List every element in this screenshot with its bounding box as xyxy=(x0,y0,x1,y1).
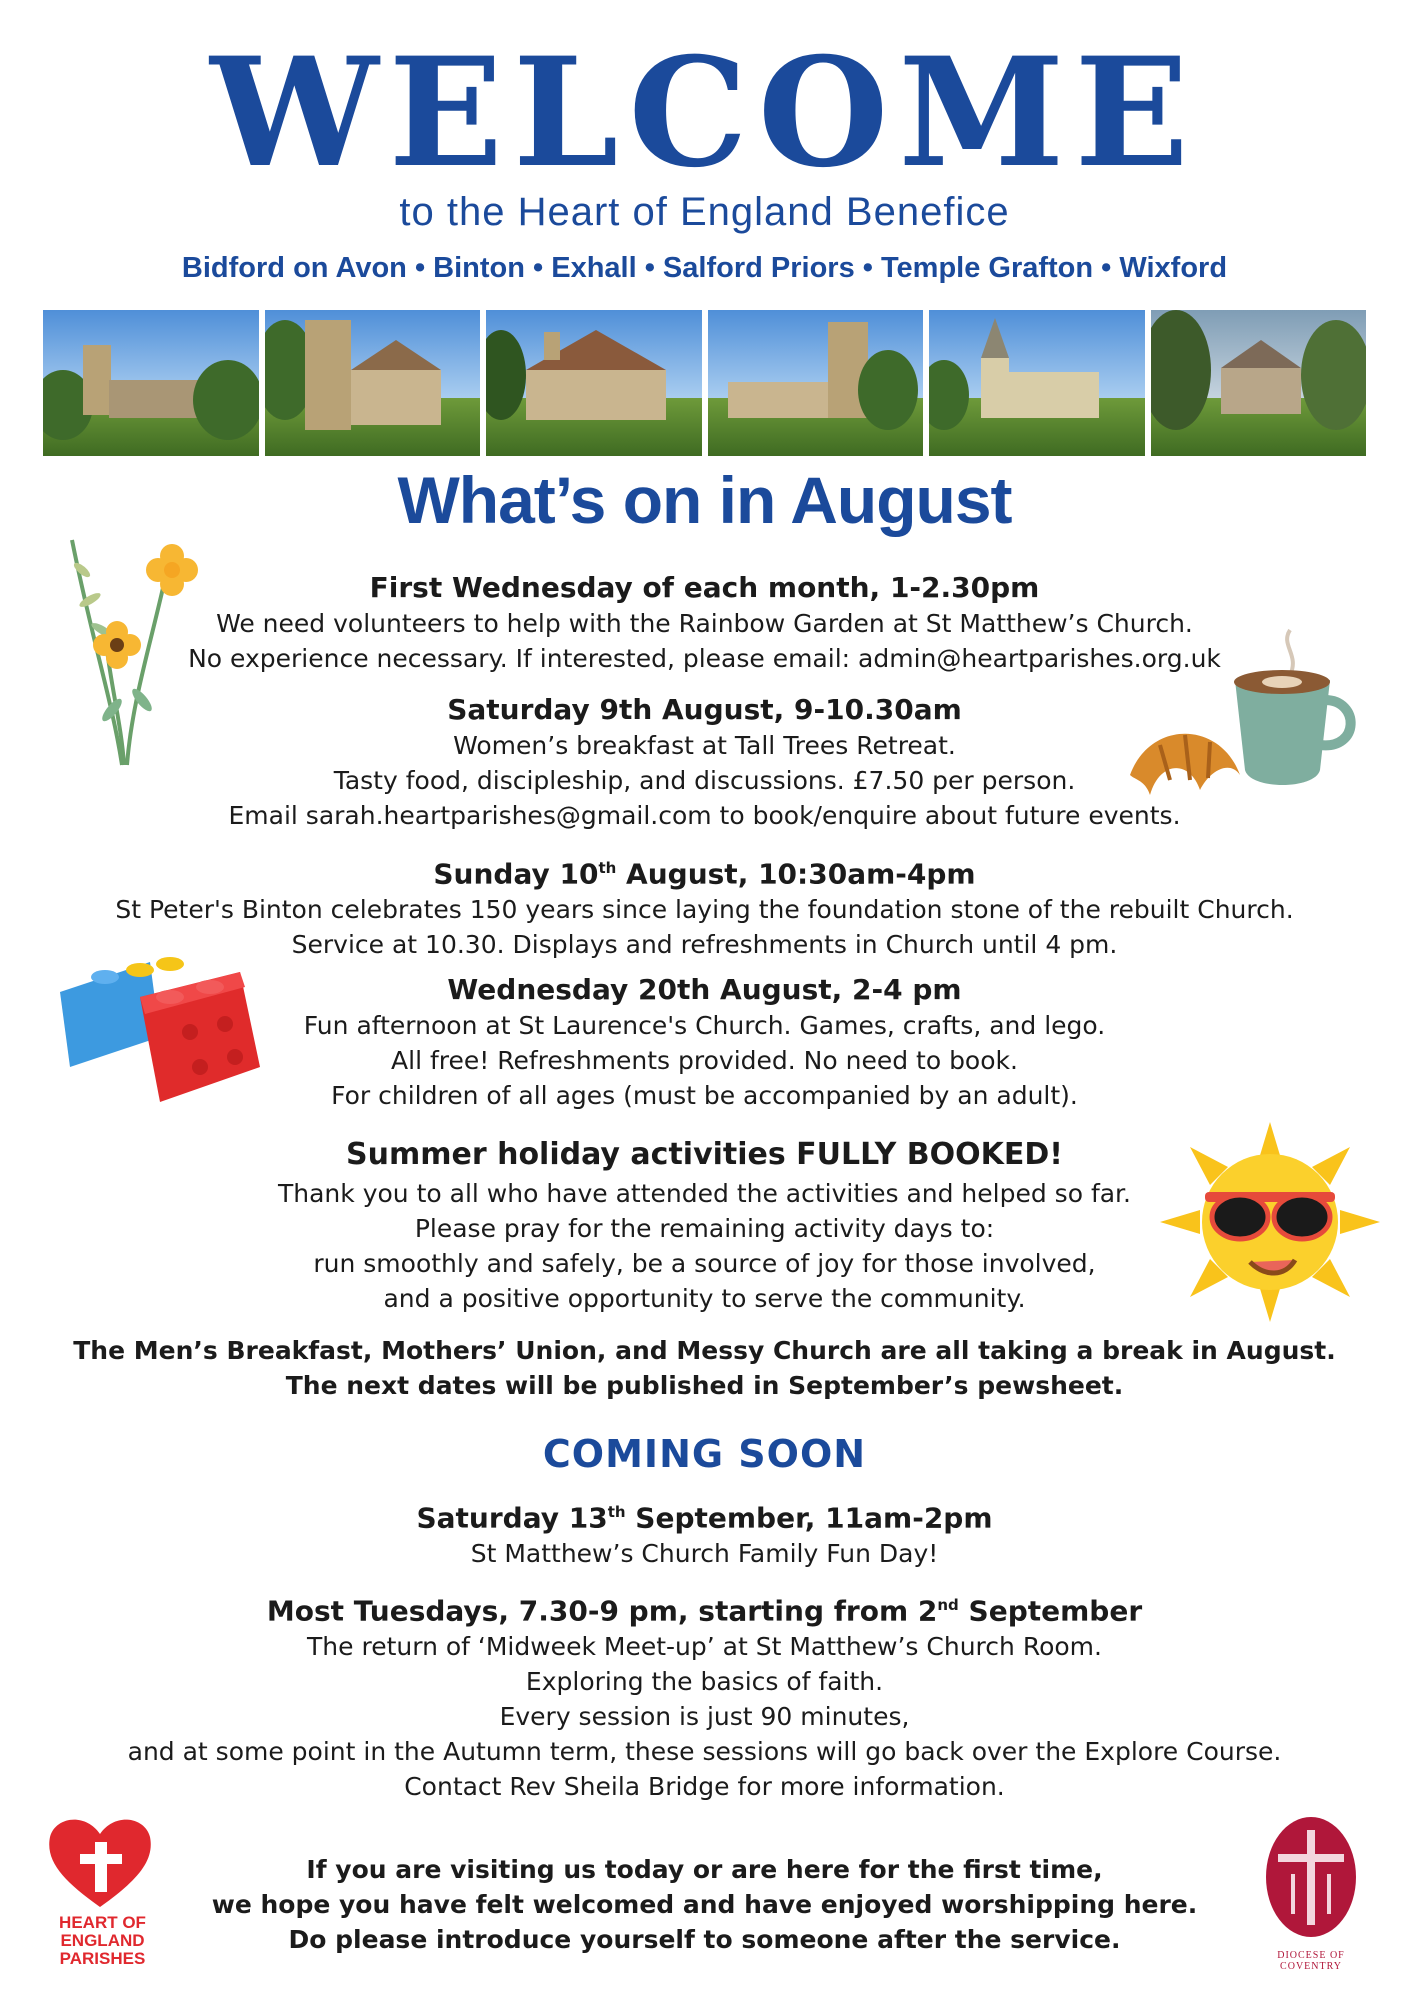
heart-of-england-logo xyxy=(45,1812,165,1968)
event-line: The return of ‘Midweek Meet-up’ at St Matthew’s Church Room. xyxy=(307,1632,1102,1662)
event-line: and a positive opportunity to serve the community. xyxy=(383,1284,1026,1313)
event-title: Sunday 10th August, 10:30am-4pm xyxy=(433,857,976,891)
church-photo xyxy=(1151,310,1367,456)
event-line: Exploring the basics of faith. xyxy=(525,1667,884,1697)
coffee-croissant-illustration xyxy=(1120,620,1380,835)
coming-soon-heading: COMING SOON xyxy=(542,1432,867,1476)
heart-cross-logo xyxy=(45,1812,155,1912)
church-photo xyxy=(43,310,259,456)
diocese-logo xyxy=(1256,1812,1376,1972)
event-line: Thank you to all who have attended the activities and helped so far. xyxy=(278,1179,1131,1208)
church-photo xyxy=(708,310,924,456)
event-line: All free! Refreshments provided. No need to book. xyxy=(391,1046,1018,1075)
footer-line: Do please introduce yourself to someone after the service. xyxy=(288,1925,1121,1954)
footer-line: If you are visiting us today or are here for the first time, xyxy=(306,1855,1103,1884)
left-logo-text: HEART OF ENGLAND PARISHES xyxy=(59,1913,146,1968)
page-subtitle: to the Heart of England Benefice xyxy=(399,190,1010,234)
church-photo xyxy=(486,310,702,456)
diocese-crest-logo xyxy=(1256,1812,1366,1952)
event-line: No experience necessary. If interested, please email: admin@heartparishes.org.uk xyxy=(188,644,1221,673)
event-line: Fun afternoon at St Laurence's Church. Games, crafts, and lego. xyxy=(303,1011,1106,1040)
event-title: Saturday 13th September, 11am-2pm xyxy=(416,1501,993,1535)
event-line: Every session is just 90 minutes, xyxy=(499,1702,910,1732)
event-title: Summer holiday activities FULLY BOOKED! xyxy=(346,1137,1063,1172)
page-title: WELCOME xyxy=(210,25,1199,201)
notice-line: The Men’s Breakfast, Mothers’ Union, and Messy Church are all taking a break in August. xyxy=(73,1336,1336,1365)
event-line: We need volunteers to help with the Rainbow Garden at St Matthew’s Church. xyxy=(216,609,1193,638)
event-line: Contact Rev Sheila Bridge for more information. xyxy=(404,1772,1005,1802)
event-title: First Wednesday of each month, 1-2.30pm xyxy=(369,571,1040,604)
village-list: Bidford on Avon • Binton • Exhall • Salford Priors • Temple Grafton • Wixford xyxy=(181,252,1228,284)
church-photo xyxy=(265,310,481,456)
break-notice xyxy=(0,1333,1409,1403)
event-line: Please pray for the remaining activity days to: xyxy=(414,1214,995,1243)
event-block xyxy=(0,1494,1409,1571)
church-photo xyxy=(929,310,1145,456)
lego-bricks-illustration xyxy=(50,942,270,1107)
event-line: St Matthew’s Church Family Fun Day! xyxy=(470,1539,939,1569)
sun-sunglasses-illustration xyxy=(1160,1122,1380,1322)
event-title: Saturday 9th August, 9-10.30am xyxy=(447,693,962,726)
footer-welcome xyxy=(0,1852,1409,1957)
event-line: Women’s breakfast at Tall Trees Retreat. xyxy=(453,731,956,760)
event-title: Wednesday 20th August, 2-4 pm xyxy=(447,973,962,1006)
event-line: Email sarah.heartparishes@gmail.com to book/enquire about future events. xyxy=(228,801,1181,830)
event-line: and at some point in the Autumn term, these sessions will go back over the Explore Course. xyxy=(127,1737,1282,1767)
event-title: Most Tuesdays, 7.30-9 pm, starting from 2nd September xyxy=(266,1594,1143,1628)
event-line: For children of all ages (must be accompanied by an adult). xyxy=(331,1081,1078,1110)
right-logo-text: DIOCESE OF COVENTRY xyxy=(1277,1950,1345,1972)
event-line: St Peter's Binton celebrates 150 years since laying the foundation stone of the rebuilt Church. xyxy=(115,895,1294,925)
event-block xyxy=(0,1587,1409,1804)
section-heading: What’s on in August xyxy=(397,463,1012,537)
event-line: run smoothly and safely, be a source of joy for those involved, xyxy=(313,1249,1096,1278)
event-line: Service at 10.30. Displays and refreshments in Church until 4 pm. xyxy=(291,930,1118,960)
church-photo-strip xyxy=(43,310,1366,456)
event-line: Tasty food, discipleship, and discussions. £7.50 per person. xyxy=(333,766,1076,795)
flowers-illustration xyxy=(52,530,212,770)
footer-line: we hope you have felt welcomed and have enjoyed worshipping here. xyxy=(211,1890,1198,1919)
notice-line: The next dates will be published in September’s pewsheet. xyxy=(285,1371,1124,1400)
